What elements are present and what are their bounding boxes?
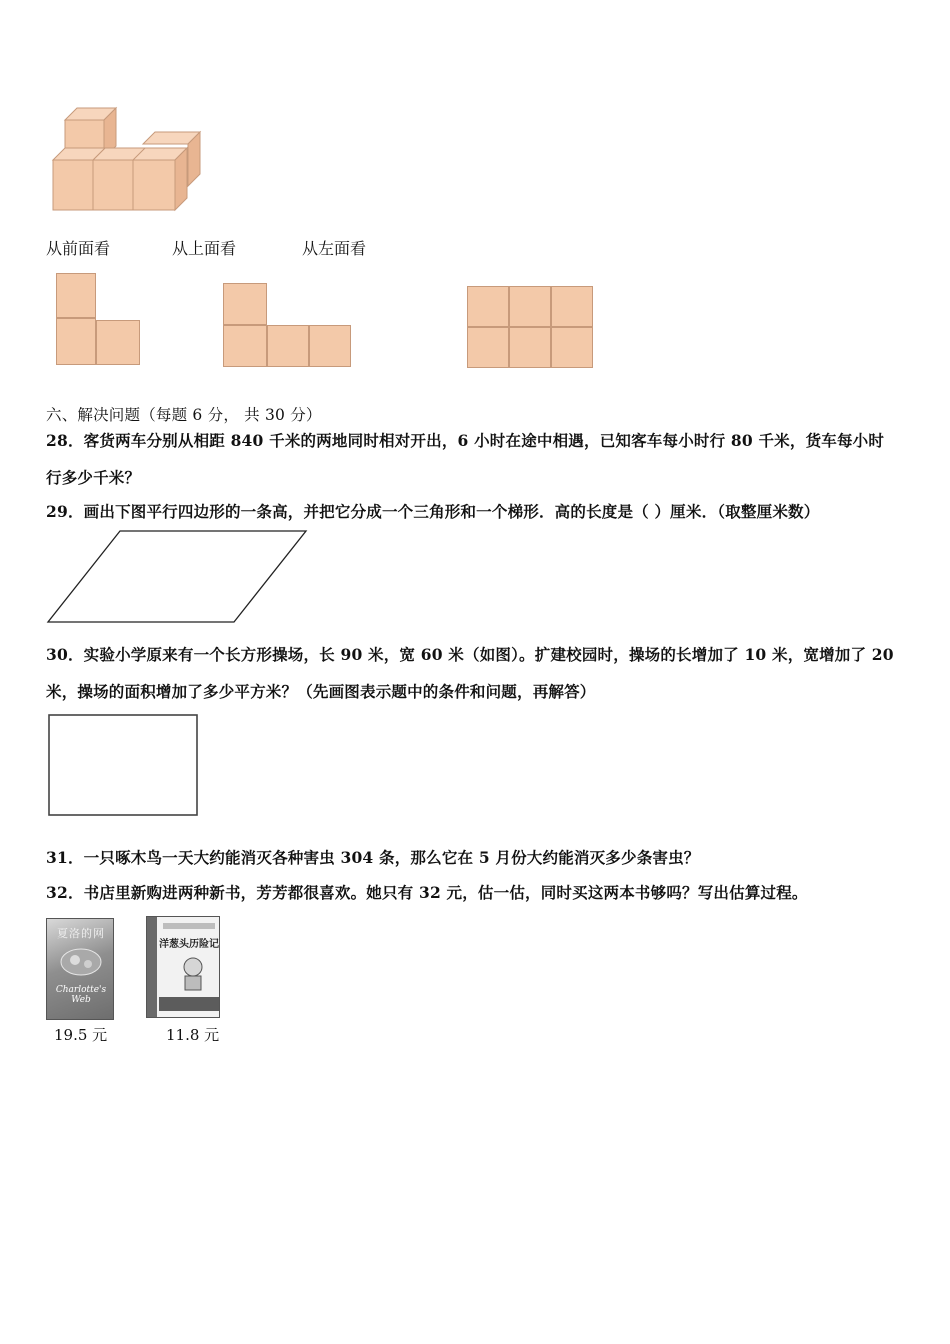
cube-arrangement-figure [48, 104, 208, 216]
question-30-line-2: 米，操场的面积增加了多少平方米？（先画图表示题中的条件和问题，再解答） [46, 682, 596, 701]
left-view-shape [467, 286, 593, 368]
question-28-line-2: 行多少千米？ [46, 468, 141, 487]
question-31: 31．一只啄木鸟一天大约能消灭各种害虫 304 条，那么它在 5 月份大约能消灭多少条害虫？ [46, 848, 700, 867]
book-1-title: 夏洛的网 [57, 927, 105, 940]
question-32: 32．书店里新购进两种新书，芳芳都很喜欢。她只有 32 元，估一估，同时买这两本书够吗？写出估算过程。 [46, 883, 808, 902]
book-2-spine [147, 917, 157, 1017]
book-2-bottom-band [159, 997, 219, 1011]
book-1-illustration-icon [57, 945, 105, 979]
left-view-label: 从左面看 [302, 239, 367, 258]
question-29: 29．画出下图平行四边形的一条高，并把它分成一个三角形和一个梯形．高的长度是（ ）厘米．（取整厘米数） [46, 502, 820, 521]
book-1-price: 19.5 元 [54, 1026, 108, 1044]
book-onion-adventure [146, 916, 220, 1018]
front-view-shape [56, 273, 142, 367]
book-charlottes-web [46, 918, 114, 1020]
rectangle-playground-figure [46, 712, 200, 818]
book-2-series-band [163, 923, 215, 929]
parallelogram-figure [44, 528, 310, 626]
top-view-shape [223, 283, 351, 369]
top-view-label: 从上面看 [172, 239, 237, 258]
book-1-subtitle: Charlotte's Web [55, 985, 107, 1005]
front-view-label: 从前面看 [46, 239, 111, 258]
question-30-line-1: 30．实验小学原来有一个长方形操场，长 90 米，宽 60 米（如图）。扩建校园时，操场的长增加了 10 米，宽增加了 20 [46, 645, 894, 664]
book-2-title: 洋葱头历险记 [159, 939, 219, 950]
book-2-illustration-icon [173, 953, 213, 993]
question-28-line-1: 28．客货两车分别从相距 840 千米的两地同时相对开出，6 小时在途中相遇，已知客车每小时行 80 千米，货车每小时 [46, 431, 885, 450]
book-2-price: 11.8 元 [166, 1026, 220, 1044]
section-title: 六、解决问题（每题 6 分， 共 30 分） [46, 406, 322, 424]
